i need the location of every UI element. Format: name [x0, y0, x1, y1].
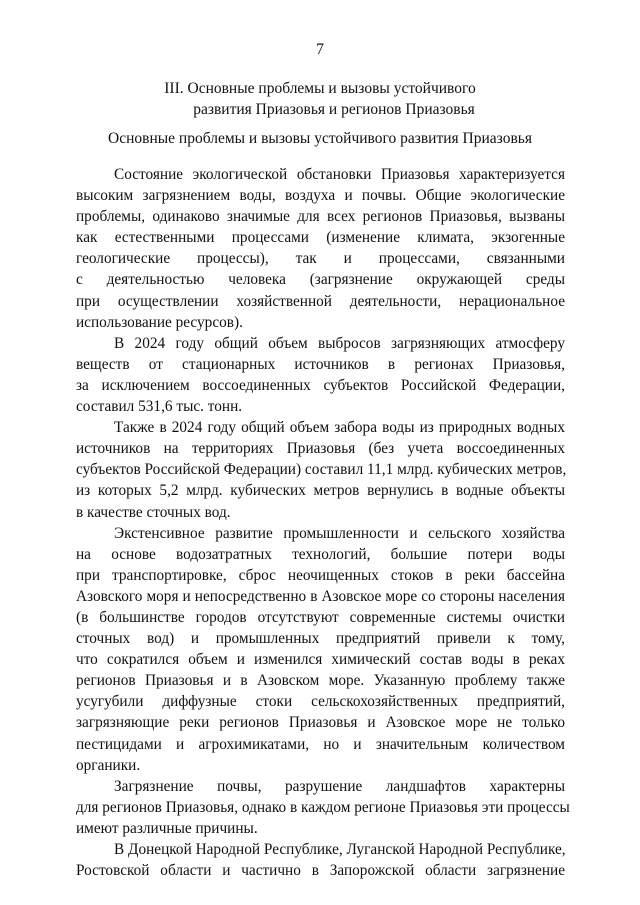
- paragraph-line: органики.: [76, 756, 141, 774]
- paragraph-line: как естественными процессами (изменение климата, экзогенные: [76, 229, 565, 247]
- paragraph: [76, 776, 570, 839]
- paragraph-line: высоким загрязнением воды, воздуха и почвы. Общие экологические: [76, 187, 565, 205]
- paragraph-line: субъектов Российской Федерации) составил 11,1 млрд. кубических метров,: [76, 461, 567, 479]
- paragraph-line: что сократился объем и изменился химический состав воды в реках: [76, 651, 565, 669]
- paragraph-line: Состояние экологической обстановки Приазовья характеризуется: [114, 166, 565, 183]
- section-heading-line-1: III. Основные проблемы и вызовы устойчивого: [164, 80, 476, 97]
- paragraph-line: при осуществлении хозяйственной деятельности, нерациональное: [76, 292, 565, 310]
- paragraph-line: загрязняющие реки регионов Приазовья и Азовское море не только: [76, 714, 565, 732]
- paragraph-line: из которых 5,2 млрд. кубических метров вернулись в водные объекты: [76, 482, 565, 500]
- paragraph-line: (в большинстве городов отсутствуют современные системы очистки: [76, 608, 565, 626]
- paragraph-line: при транспортировке, сброс неочищенных стоков в реки бассейна: [76, 566, 565, 584]
- paragraph: [76, 839, 565, 881]
- paragraph: [76, 417, 565, 522]
- paragraph-line: составил 531,6 тыс. тонн.: [76, 398, 243, 416]
- paragraph: [76, 333, 565, 417]
- paragraph-line: в качестве сточных вод.: [76, 503, 231, 521]
- paragraph-line: веществ от стационарных источников в регионах Приазовья,: [76, 355, 565, 373]
- body-text: [76, 164, 570, 881]
- paragraph-line: пестицидами и агрохимикатами, но и значительным количеством: [76, 735, 565, 753]
- paragraph-line: источников на территориях Приазовья (без учета воссоединенных: [76, 440, 565, 458]
- paragraph-line: Экстенсивное развитие промышленности и сельского хозяйства: [114, 524, 565, 542]
- subsection-heading: Основные проблемы и вызовы устойчивого развития Приазовья: [108, 130, 532, 147]
- paragraph-line: геологические процессы), так и процессами, связанными: [76, 250, 565, 268]
- paragraph-line: для регионов Приазовья, однако в каждом регионе Приазовья эти процессы: [76, 798, 570, 816]
- page-number: 7: [316, 41, 324, 58]
- paragraph-line: регионов Приазовья и в Азовском море. Указанную проблему также: [76, 672, 565, 690]
- paragraph-line: Также в 2024 году общий объем забора воды из природных водных: [114, 419, 565, 437]
- paragraph-line: за исключением воссоединенных субъектов Российской Федерации,: [76, 376, 565, 394]
- paragraph: [76, 164, 565, 333]
- paragraph-line: В Донецкой Народной Республике, Луганской Народной Республике,: [114, 841, 566, 858]
- paragraph-line: с деятельностью человека (загрязнение окружающей среды: [76, 271, 565, 289]
- paragraph-line: проблемы, одинаково значимые для всех регионов Приазовья, вызваны: [76, 208, 565, 226]
- paragraph-line: усугубили диффузные стоки сельскохозяйственных предприятий,: [76, 693, 565, 711]
- paragraph-line: на основе водозатратных технологий, большие потери воды: [76, 545, 565, 563]
- paragraph-line: использование ресурсов).: [76, 313, 243, 331]
- paragraph-line: сточных вод) и промышленных предприятий привели к тому,: [76, 630, 565, 648]
- paragraph-line: Азовского моря и непосредственно в Азовское море со стороны населения: [76, 587, 565, 605]
- section-heading: [0, 78, 640, 120]
- paragraph-line: Загрязнение почвы, разрушение ландшафтов характерны: [114, 777, 565, 795]
- section-heading-line-2: развития Приазовья и регионов Приазовья: [193, 101, 475, 118]
- paragraph-line: Ростовской области и частично в Запорожской области загрязнение: [76, 862, 565, 880]
- paragraph-line: В 2024 году общий объем выбросов загрязняющих атмосферу: [114, 334, 565, 352]
- paragraph: [76, 523, 565, 776]
- paragraph-line: имеют различные причины.: [76, 819, 258, 837]
